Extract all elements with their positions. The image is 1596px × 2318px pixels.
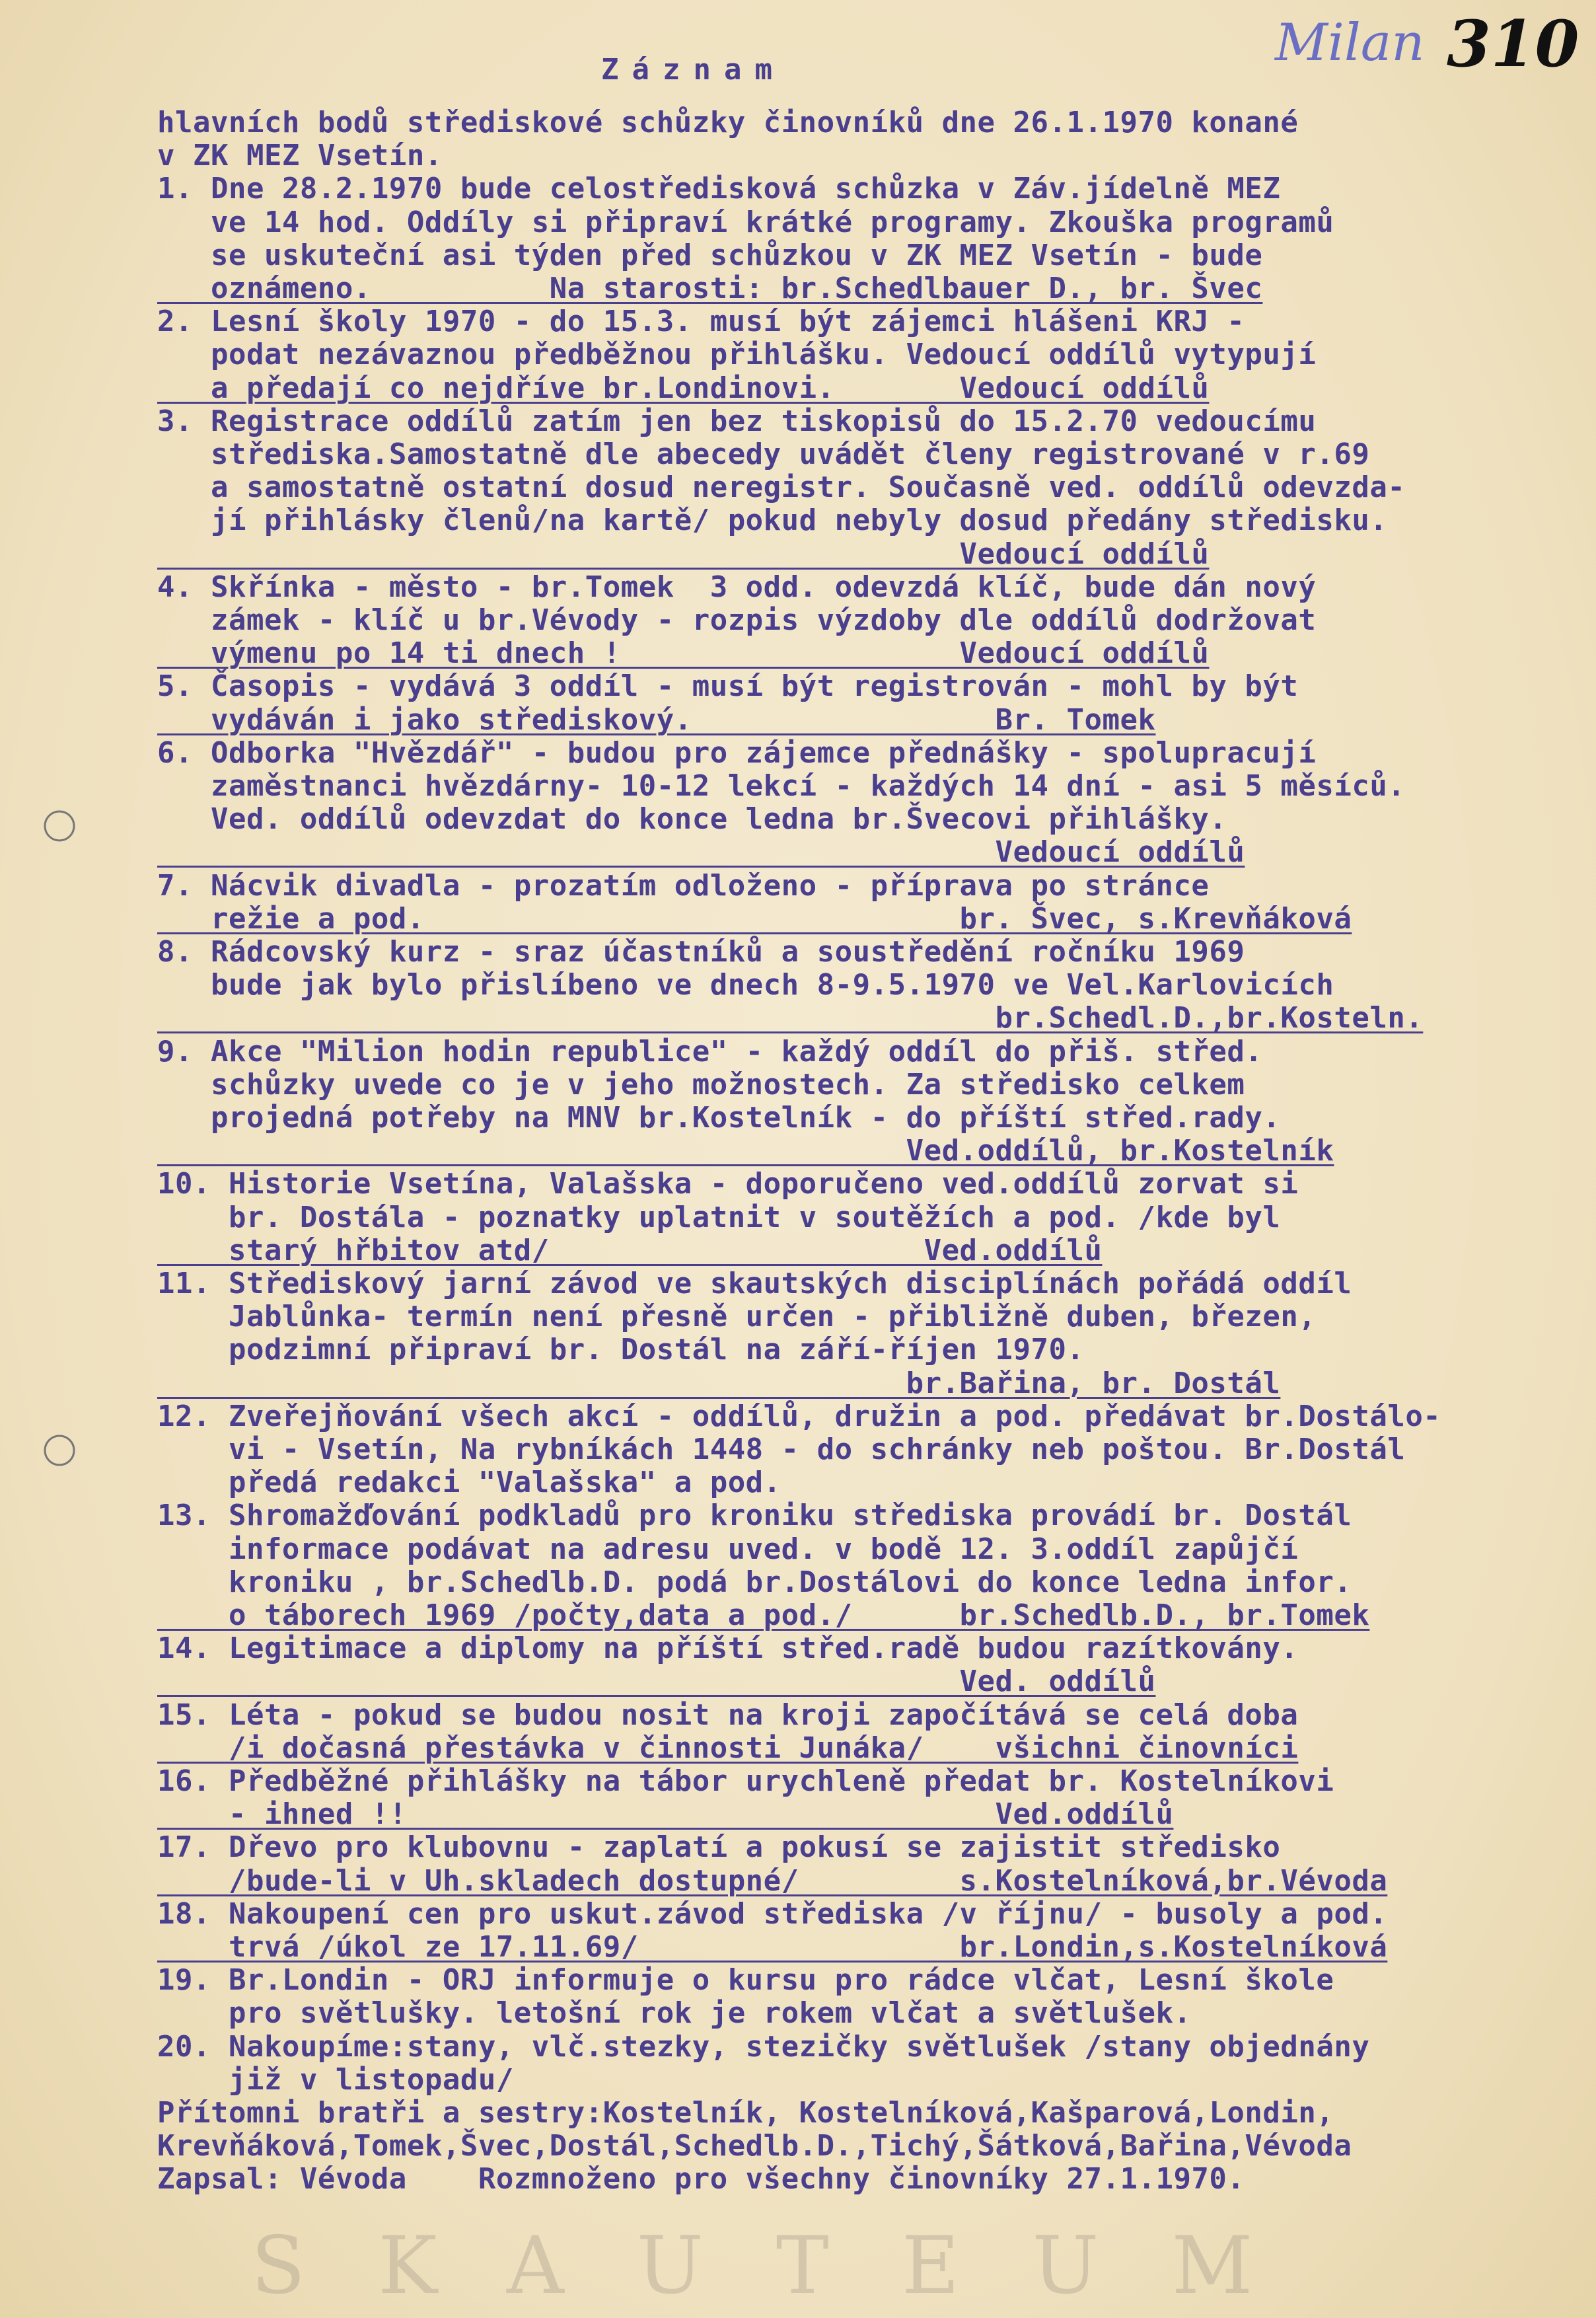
record-line: 15. Léta - pokud se budou nosit na kroji započítává se celá doba (157, 1698, 1299, 1732)
punch-hole-icon (40, 1431, 79, 1470)
responsible-person-line: a předají co nejdříve br.Londinovi. Vedoucí oddílů (157, 371, 1210, 405)
responsible-person-line: režie a pod. br. Švec, s.Krevňáková (157, 901, 1352, 936)
record-line: 18. Nakoupení cen pro uskut.závod střediska /v říjnu/ - busoly a pod. (157, 1896, 1388, 1931)
record-line: vi - Vsetín, Na rybníkách 1448 - do schránky neb poštou. Br.Dostál (157, 1433, 1406, 1466)
responsible-person-line: br.Schedl.D.,br.Kosteln. (157, 1001, 1424, 1035)
responsible-person-line: o táborech 1969 /počty,data a pod./ br.Schedlb.D., br.Tomek (157, 1598, 1370, 1632)
record-line: hlavních bodů střediskové schůzky činovníků dne 26.1.1970 konané (157, 106, 1299, 139)
record-line: Jablůnka- termín není přesně určen - přibližně duben, březen, (157, 1300, 1317, 1334)
record-line: 12. Zveřejňování všech akcí - oddílů, družin a pod. předávat br.Dostálo- (157, 1399, 1441, 1433)
record-line: 10. Historie Vsetína, Valašska - doporučeno ved.oddílů zorvat si (157, 1167, 1299, 1201)
record-line: 14. Legitimace a diplomy na příští střed.radě budou razítkovány. (157, 1631, 1299, 1666)
record-line: střediska.Samostatně dle abecedy uvádět členy registrované v r.69 (157, 437, 1370, 471)
responsible-person-line: vydáván i jako střediskový. Br. Tomek (157, 702, 1156, 737)
record-line: 17. Dřevo pro klubovnu - zaplatí a pokusí se zajistit středisko (157, 1830, 1281, 1865)
responsible-person-line: trvá /úkol ze 17.11.69/ br.Londin,s.Kostelníková (157, 1930, 1388, 1964)
record-line: 11. Střediskový jarní závod ve skautských disciplínách pořádá oddíl (157, 1267, 1352, 1300)
record-line: předá redakci "Valašska" a pod. (157, 1466, 781, 1500)
record-line: pro světlušky. letošní rok je rokem vlčat a světlušek. (157, 1996, 1192, 2031)
record-line: 5. Časopis - vydává 3 oddíl - musí být registrován - mohl by být (157, 669, 1299, 704)
record-line: 3. Registrace oddílů zatím jen bez tiskopisů do 15.2.70 vedoucímu (157, 404, 1317, 438)
page-number: 310 (1447, 7, 1579, 81)
record-line: Ved. oddílů odevzdat do konce ledna br.Švecovi přihlášky. (157, 802, 1227, 837)
handwritten-note: Milan (1275, 13, 1425, 73)
responsible-person-line: /bude-li v Uh.skladech dostupné/ s.Kostelníková,br.Vévoda (157, 1863, 1388, 1898)
record-line: zámek - klíč u br.Vévody - rozpis výzdoby dle oddílů dodržovat (157, 603, 1317, 637)
record-line: podat nezávaznou předběžnou přihlášku. Vedoucí oddílů vytypují (157, 338, 1317, 372)
responsible-person-line: starý hřbitov atd/ Ved.oddílů (157, 1233, 1103, 1267)
record-line: 2. Lesní školy 1970 - do 15.3. musí být zájemci hlášeni KRJ - (157, 305, 1245, 339)
record-line: 8. Rádcovský kurz - sraz účastníků a soustředění ročníku 1969 (157, 935, 1245, 969)
record-line: 1. Dne 28.2.1970 bude celostředisková schůzka v Záv.jídelně MEZ (157, 172, 1281, 206)
record-line: 6. Odborka "Hvězdář" - budou pro zájemce přednášky - spolupracují (157, 735, 1317, 770)
responsible-person-line: - ihned !! Ved.oddílů (157, 1797, 1174, 1832)
responsible-person-line: oznámeno. Na starosti: br.Schedlbauer D., br. Švec (157, 272, 1263, 305)
record-line: 16. Předběžné přihlášky na tábor urychleně předat br. Kostelníkovi (157, 1764, 1334, 1798)
record-line: 19. Br.Londin - ORJ informuje o kursu pro rádce vlčat, Lesní škole (157, 1963, 1334, 1998)
responsible-person-line: /i dočasná přestávka v činnosti Junáka/ všichni činovníci (157, 1731, 1299, 1765)
record-line: 7. Nácvik divadla - prozatím odloženo - příprava po stránce (157, 868, 1210, 903)
record-line: již v listopadu/ (157, 2062, 514, 2097)
watermark: SKAUTEUM (251, 2220, 1326, 2312)
record-line: kroniku , br.Schedlb.D. podá br.Dostálovi do konce ledna infor. (157, 1565, 1352, 1599)
record-line: Přítomni bratři a sestry:Kostelník, Kostelníková,Kašparová,Londin, (157, 2096, 1334, 2130)
record-line: a samostatně ostatní dosud neregistr. Současně ved. oddílů odevzda- (157, 470, 1406, 505)
record-line: 9. Akce "Milion hodin republice" - každý oddíl do přiš. střed. (157, 1034, 1263, 1068)
responsible-person-line: výmenu po 14 ti dnech ! Vedoucí oddílů (157, 636, 1210, 671)
record-line: ve 14 hod. Oddíly si připraví krátké programy. Zkouška programů (157, 205, 1334, 239)
responsible-person-line: Vedoucí oddílů (157, 835, 1245, 870)
responsible-person-line: Vedoucí oddílů (157, 537, 1210, 571)
record-line: 20. Nakoupíme:stany, vlč.stezky, stezičky světlušek /stany objednány (157, 2029, 1370, 2064)
responsible-person-line: br.Bařina, br. Dostál (157, 1366, 1281, 1400)
record-line: bude jak bylo přislíbeno ve dnech 8-9.5.1970 ve Vel.Karlovicích (157, 968, 1334, 1002)
record-line: v ZK MEZ Vsetín. (157, 139, 443, 173)
record-line: informace podávat na adresu uved. v bodě 12. 3.oddíl zapůjčí (157, 1532, 1299, 1566)
record-line: jí přihlásky členů/na kartě/ pokud nebyly dosud předány středisku. (157, 504, 1388, 538)
record-line: podzimní připraví br. Dostál na září-říjen 1970. (157, 1333, 1085, 1367)
document-title: Záznam (601, 53, 785, 87)
record-line: 13. Shromažďování podkladů pro kroniku střediska provádí br. Dostál (157, 1499, 1352, 1533)
record-line: se uskuteční asi týden před schůzkou v ZK MEZ Vsetín - bude (157, 238, 1263, 272)
record-line: schůzky uvede co je v jeho možnostech. Za středisko celkem (157, 1067, 1245, 1102)
punch-hole-icon (40, 806, 79, 846)
record-line: 4. Skřínka - město - br.Tomek 3 odd. odevzdá klíč, bude dán nový (157, 570, 1317, 604)
responsible-person-line: Ved. oddílů (157, 1664, 1156, 1699)
responsible-person-line: Ved.oddílů, br.Kostelník (157, 1134, 1334, 1168)
record-line: Zapsal: Vévoda Rozmnoženo pro všechny činovníky 27.1.1970. (157, 2162, 1245, 2196)
record-line: br. Dostála - poznatky uplatnit v soutěžích a pod. /kde byl (157, 1200, 1281, 1234)
record-line: zaměstnanci hvězdárny- 10-12 lekcí - každých 14 dní - asi 5 měsíců. (157, 769, 1406, 803)
record-line: projedná potřeby na MNV br.Kostelník - do příští střed.rady. (157, 1101, 1281, 1135)
record-line: Krevňáková,Tomek,Švec,Dostál,Schedlb.D.,Tichý,Šátková,Bařina,Vévoda (157, 2129, 1352, 2163)
